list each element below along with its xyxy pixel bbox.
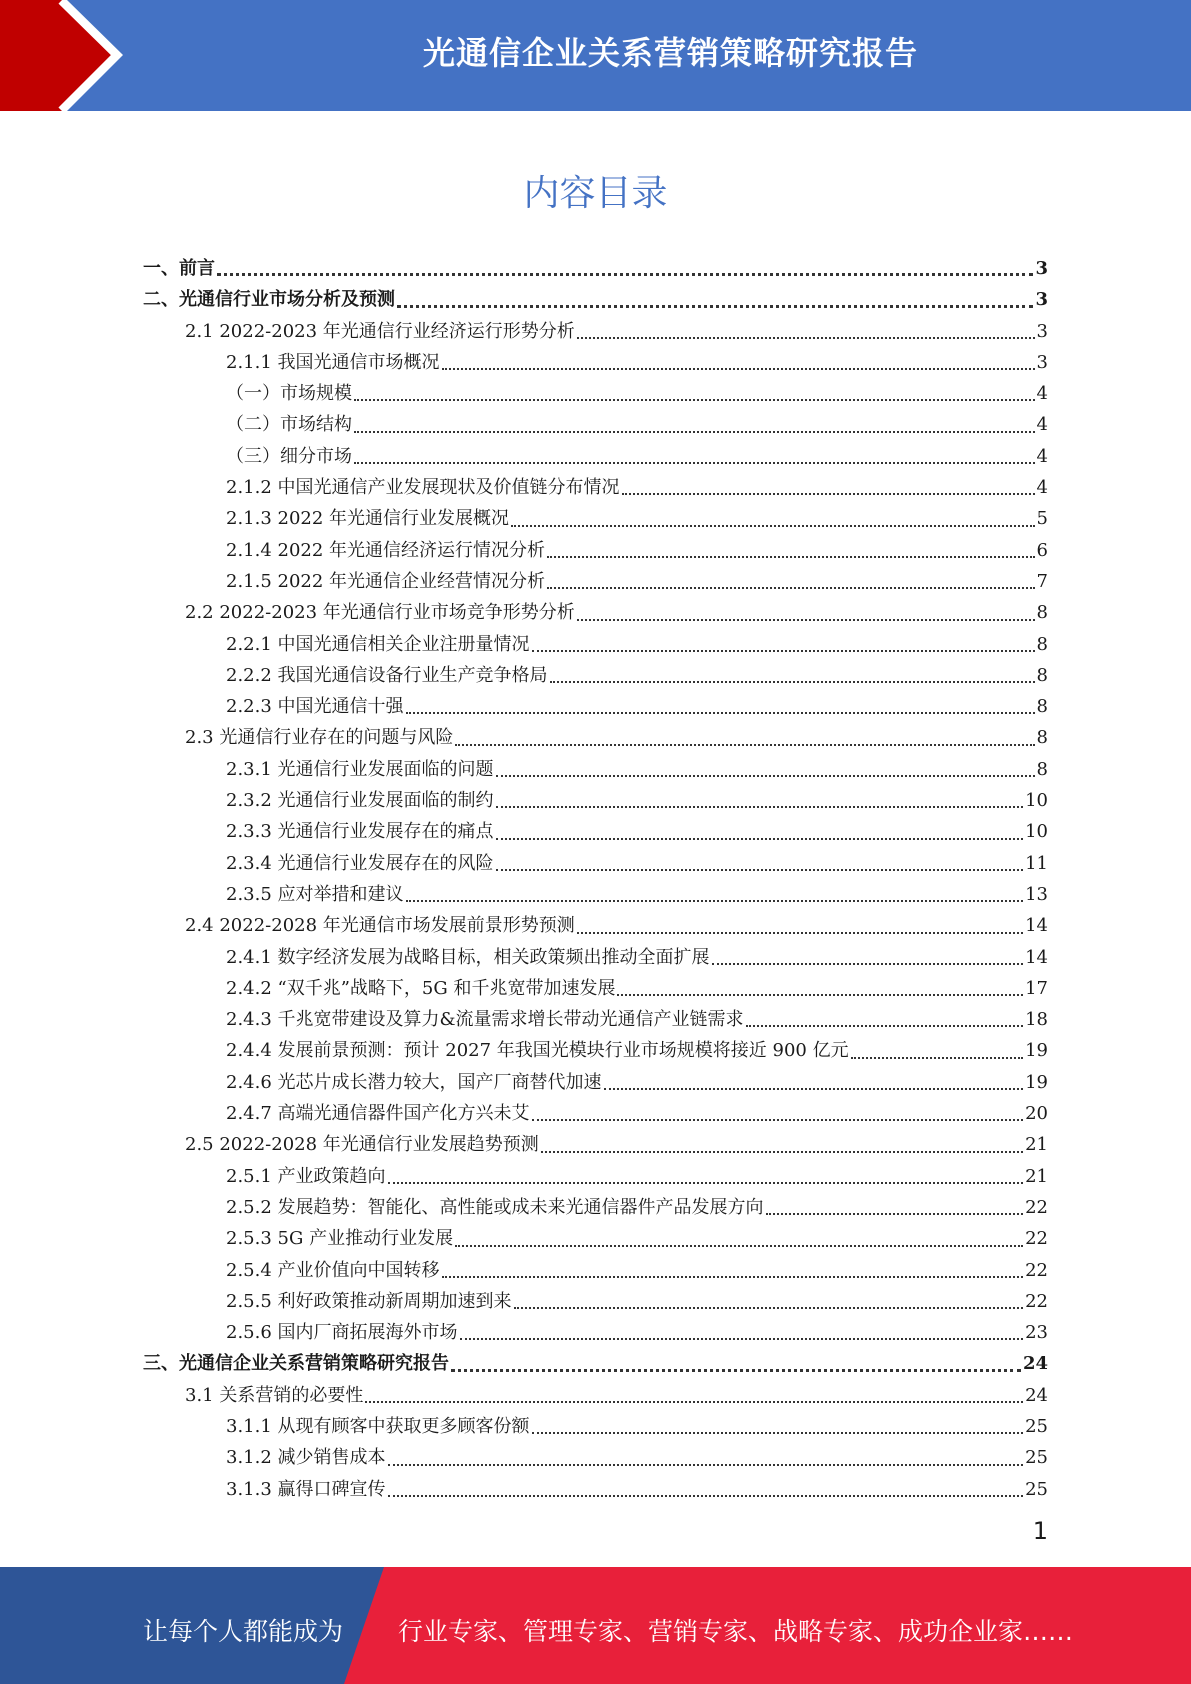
- toc-entry-label: 2.5.2 发展趋势：智能化、高性能或成未来光通信器件产品发展方向: [226, 1196, 764, 1218]
- toc-entry-label: 2.3.2 光通信行业发展面临的制约: [226, 790, 494, 812]
- toc-leader-dots: [388, 1182, 1024, 1184]
- toc-entry-label: 一、前言: [143, 258, 215, 279]
- toc-leader-dots: [354, 399, 1035, 401]
- toc-entry[interactable]: [143, 409, 1048, 440]
- toc-entry-page: 8: [1036, 633, 1048, 655]
- toc-entry-page: 22: [1025, 1259, 1048, 1281]
- toc-entry-page: 25: [1025, 1447, 1048, 1469]
- toc-entry[interactable]: [143, 1317, 1048, 1348]
- toc-entry[interactable]: [143, 566, 1048, 597]
- toc-leader-dots: [388, 1495, 1024, 1497]
- toc-leader-dots: [365, 1401, 1023, 1403]
- toc-entry[interactable]: [143, 378, 1048, 409]
- toc-entry-page: 3: [1036, 351, 1048, 373]
- toc-entry[interactable]: [143, 1348, 1048, 1379]
- toc-entry[interactable]: [143, 253, 1048, 284]
- toc-entry[interactable]: [143, 1286, 1048, 1317]
- toc-entry[interactable]: [143, 1035, 1048, 1066]
- toc-entry-page: 8: [1036, 664, 1048, 686]
- toc-entry[interactable]: [143, 1129, 1048, 1160]
- toc-entry-page: 7: [1036, 570, 1048, 592]
- toc-entry[interactable]: [143, 1380, 1048, 1411]
- toc-leader-dots: [577, 932, 1023, 934]
- toc-entry-label: （二）市场结构: [226, 414, 352, 436]
- toc-entry-page: 14: [1025, 915, 1048, 937]
- toc-entry-page: 3: [1035, 258, 1048, 279]
- toc-entry-page: 22: [1025, 1196, 1048, 1218]
- page-header: [0, 0, 1191, 111]
- toc-entry[interactable]: [143, 535, 1048, 566]
- toc-leader-dots: [577, 619, 1035, 621]
- toc-leader-dots: [406, 712, 1035, 714]
- toc-entry-label: （一）市场规模: [226, 383, 352, 405]
- toc-entry[interactable]: [143, 316, 1048, 347]
- toc-entry-label: 3.1 关系营销的必要性: [185, 1384, 364, 1406]
- toc-entry-label: 2.1.1 我国光通信市场概况: [226, 351, 440, 373]
- footer-slogan-left: 让每个人都能成为: [143, 1617, 344, 1646]
- toc-entry[interactable]: [143, 441, 1048, 472]
- toc-leader-dots: [766, 1213, 1024, 1215]
- toc-entry[interactable]: [143, 503, 1048, 534]
- toc-entry[interactable]: [143, 597, 1048, 628]
- toc-leader-dots: [547, 556, 1034, 558]
- toc-entry-page: 6: [1036, 539, 1048, 561]
- toc-leader-dots: [354, 462, 1035, 464]
- toc-leader-dots: [547, 587, 1034, 589]
- toc-leader-dots: [388, 1464, 1024, 1466]
- toc-entry[interactable]: [143, 472, 1048, 503]
- toc-entry-label: 2.3 光通信行业存在的问题与风险: [185, 727, 454, 749]
- toc-entry[interactable]: [143, 722, 1048, 753]
- toc-entry-label: 2.4.2 “双千兆”战略下，5G 和千兆宽带加速发展: [226, 977, 616, 999]
- toc-leader-dots: [851, 1057, 1024, 1059]
- toc-leader-dots: [532, 1119, 1024, 1121]
- toc-leader-dots: [354, 431, 1035, 433]
- toc-entry-page: 22: [1025, 1290, 1048, 1312]
- toc-entry[interactable]: [143, 1411, 1048, 1442]
- toc-entry-label: 2.3.5 应对举措和建议: [226, 883, 404, 905]
- toc-entry-label: 2.5.3 5G 产业推动行业发展: [226, 1228, 454, 1250]
- toc-entry-page: 21: [1025, 1165, 1048, 1187]
- toc-leader-dots: [496, 806, 1024, 808]
- toc-entry-page: 24: [1025, 1384, 1048, 1406]
- toc-entry[interactable]: [143, 848, 1048, 879]
- toc-entry[interactable]: [143, 284, 1048, 315]
- toc-entry-page: 11: [1025, 852, 1048, 874]
- toc-entry-page: 13: [1025, 883, 1048, 905]
- page-footer: [0, 1567, 1191, 1684]
- toc-entry[interactable]: [143, 754, 1048, 785]
- toc-leader-dots: [746, 1025, 1024, 1027]
- toc-leader-dots: [604, 1088, 1024, 1090]
- toc-entry[interactable]: [143, 1223, 1048, 1254]
- toc-entry-label: 2.5.5 利好政策推动新周期加速到来: [226, 1290, 512, 1312]
- toc-leader-dots: [442, 368, 1035, 370]
- toc-entry-page: 18: [1025, 1009, 1048, 1031]
- toc-entry-label: 2.2.3 中国光通信十强: [226, 696, 404, 718]
- toc-entry-page: 8: [1036, 758, 1048, 780]
- toc-entry[interactable]: [143, 1442, 1048, 1473]
- toc-entry-label: 2.1.4 2022 年光通信经济运行情况分析: [226, 539, 546, 561]
- toc-heading: 内容目录: [523, 173, 668, 214]
- toc-leader-dots: [617, 994, 1023, 996]
- toc-entry[interactable]: [143, 973, 1048, 1004]
- toc-leader-dots: [532, 1432, 1024, 1434]
- report-title: 光通信企业关系营销策略研究报告: [422, 34, 918, 72]
- toc-entry[interactable]: [143, 910, 1048, 941]
- toc-entry-label: 2.4.7 高端光通信器件国产化方兴未艾: [226, 1103, 530, 1125]
- toc-entry-page: 4: [1036, 414, 1048, 436]
- toc-leader-dots: [442, 1276, 1024, 1278]
- toc-entry-label: 三、光通信企业关系营销策略研究报告: [143, 1353, 449, 1375]
- toc-entry-label: 2.2.2 我国光通信设备行业生产竞争格局: [226, 664, 548, 686]
- toc-entry-page: 10: [1025, 790, 1048, 812]
- toc-entry-page: 8: [1036, 727, 1048, 749]
- toc-entry-label: 2.1.2 中国光通信产业发展现状及价值链分布情况: [226, 477, 620, 499]
- toc-leader-dots: [712, 963, 1024, 965]
- toc-entry-page: 23: [1025, 1322, 1048, 1344]
- toc-entry[interactable]: [143, 1161, 1048, 1192]
- toc-entry-label: 2.3.3 光通信行业发展存在的痛点: [226, 821, 494, 843]
- toc-leader-dots: [514, 1307, 1024, 1309]
- page-number: 1: [1032, 1517, 1048, 1545]
- toc-entry-label: 2.3.1 光通信行业发展面临的问题: [226, 758, 494, 780]
- toc-entry-label: 3.1.2 减少销售成本: [226, 1447, 386, 1469]
- toc-entry-label: 2.4.6 光芯片成长潜力较大，国产厂商替代加速: [226, 1071, 602, 1093]
- toc-entry-label: 2.2 2022-2023 年光通信行业市场竞争形势分析: [185, 602, 575, 624]
- toc-entry-page: 21: [1025, 1134, 1048, 1156]
- toc-entry-page: 25: [1025, 1415, 1048, 1437]
- toc-entry-page: 8: [1036, 696, 1048, 718]
- toc-entry-label: 2.1.3 2022 年光通信行业发展概况: [226, 508, 510, 530]
- toc-entry-label: （三）细分市场: [226, 445, 352, 467]
- toc-entry-page: 4: [1036, 445, 1048, 467]
- toc-entry-label: 2.2.1 中国光通信相关企业注册量情况: [226, 633, 530, 655]
- toc-leader-dots: [406, 900, 1024, 902]
- toc-leader-dots: [397, 305, 1033, 308]
- toc-leader-dots: [217, 273, 1033, 276]
- toc-entry-page: 8: [1036, 602, 1048, 624]
- toc-entry-label: 2.4.4 发展前景预测：预计 2027 年我国光模块行业市场规模将接近 900 亿元: [226, 1040, 849, 1062]
- toc-entry-page: 3: [1036, 320, 1048, 342]
- toc-leader-dots: [496, 838, 1024, 840]
- toc-entry-label: 2.5.4 产业价值向中国转移: [226, 1259, 440, 1281]
- toc-entry[interactable]: [143, 942, 1048, 973]
- toc-entry-label: 2.5.1 产业政策趋向: [226, 1165, 386, 1187]
- toc-entry[interactable]: [143, 1192, 1048, 1223]
- toc-entry-label: 2.4 2022-2028 年光通信市场发展前景形势预测: [185, 915, 575, 937]
- toc-entry[interactable]: [143, 691, 1048, 722]
- toc-entry-page: 25: [1025, 1478, 1048, 1500]
- footer-slogan-right: 行业专家、管理专家、营销专家、战略专家、成功企业家……: [398, 1617, 1074, 1646]
- toc-leader-dots: [496, 775, 1035, 777]
- toc-leader-dots: [455, 744, 1034, 746]
- toc-leader-dots: [622, 493, 1035, 495]
- toc-entry[interactable]: [143, 1255, 1048, 1286]
- toc-entry-page: 4: [1036, 383, 1048, 405]
- toc-entry-label: 二、光通信行业市场分析及预测: [143, 289, 395, 311]
- toc-entry-page: 24: [1022, 1353, 1048, 1375]
- toc-entry-page: 22: [1025, 1228, 1048, 1250]
- toc-entry-label: 3.1.3 赢得口碑宣传: [226, 1478, 386, 1500]
- toc-entry-label: 2.4.3 千兆宽带建设及算力&流量需求增长带动光通信产业链需求: [226, 1009, 744, 1031]
- toc-leader-dots: [532, 650, 1035, 652]
- toc-entry[interactable]: [143, 660, 1048, 691]
- toc-entry-label: 2.5.6 国内厂商拓展海外市场: [226, 1322, 458, 1344]
- toc-entry-page: 19: [1025, 1040, 1048, 1062]
- toc-entry[interactable]: [143, 879, 1048, 910]
- toc-entry-label: 2.4.1 数字经济发展为战略目标，相关政策频出推动全面扩展: [226, 946, 710, 968]
- toc-entry-page: 5: [1036, 508, 1048, 530]
- toc-entry-page: 4: [1036, 477, 1048, 499]
- toc-leader-dots: [511, 525, 1034, 527]
- toc-entry-page: 17: [1025, 977, 1048, 999]
- toc-entry-label: 2.1 2022-2023 年光通信行业经济运行形势分析: [185, 320, 575, 342]
- toc-entry-page: 19: [1025, 1071, 1048, 1093]
- toc-entry-page: 3: [1035, 289, 1048, 311]
- toc-leader-dots: [577, 337, 1035, 339]
- toc-entry-page: 20: [1025, 1103, 1048, 1125]
- toc-entry-page: 14: [1025, 946, 1048, 968]
- toc-leader-dots: [496, 869, 1024, 871]
- table-of-contents: [143, 253, 1048, 1505]
- toc-entry-label: 2.1.5 2022 年光通信企业经营情况分析: [226, 570, 546, 592]
- toc-entry[interactable]: [143, 1004, 1048, 1035]
- toc-leader-dots: [455, 1245, 1023, 1247]
- toc-entry[interactable]: [143, 785, 1048, 816]
- toc-entry[interactable]: [143, 816, 1048, 847]
- toc-entry[interactable]: [143, 1067, 1048, 1098]
- toc-leader-dots: [460, 1338, 1024, 1340]
- toc-entry-page: 10: [1025, 821, 1048, 843]
- toc-leader-dots: [541, 1151, 1023, 1153]
- toc-leader-dots: [451, 1369, 1021, 1372]
- toc-entry[interactable]: [143, 1098, 1048, 1129]
- toc-entry-label: 3.1.1 从现有顾客中获取更多顾客份额: [226, 1415, 530, 1437]
- toc-entry-label: 2.3.4 光通信行业发展存在的风险: [226, 852, 494, 874]
- toc-entry[interactable]: [143, 347, 1048, 378]
- toc-leader-dots: [550, 681, 1035, 683]
- toc-entry-label: 2.5 2022-2028 年光通信行业发展趋势预测: [185, 1134, 539, 1156]
- toc-entry[interactable]: [143, 1474, 1048, 1505]
- toc-entry[interactable]: [143, 629, 1048, 660]
